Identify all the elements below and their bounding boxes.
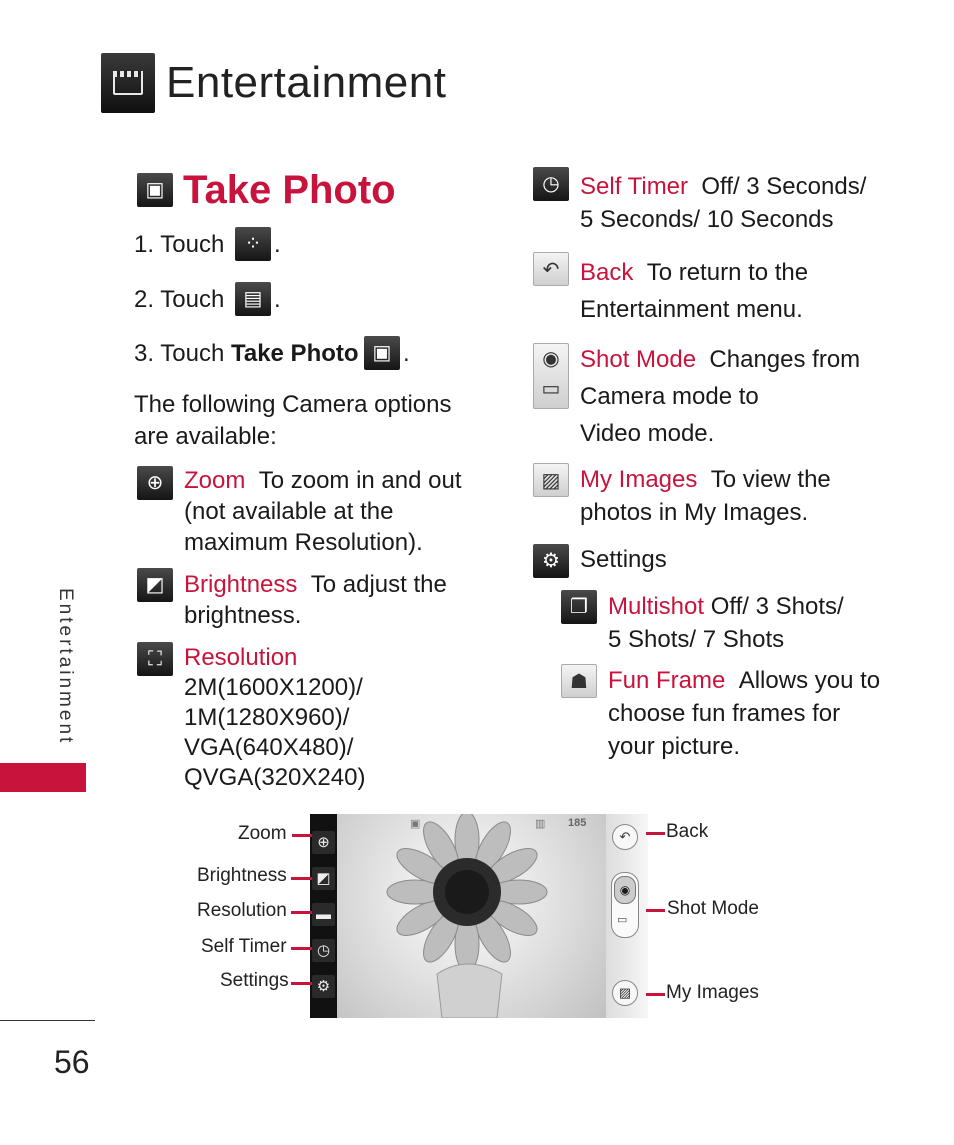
zoom-icon: ⊕ [137, 466, 173, 500]
option-self-timer: Self Timer Off/ 3 Seconds/ 5 Seconds/ 10 Seconds [580, 173, 867, 233]
status-frame-icon: ▣ [410, 818, 421, 830]
callout-shot-mode-leader [646, 909, 665, 912]
settings-icon: ⚙ [533, 544, 569, 578]
panel-my-images-icon[interactable]: ▨ [612, 980, 638, 1006]
callout-resolution: Resolution [197, 900, 287, 921]
option-resolution: Resolution 2M(1600X1200)/ 1M(1280X960)/ VGA(640X480)/ QVGA(320X240) [184, 644, 366, 791]
back-icon: ↶ [533, 252, 569, 286]
status-battery-icon: ▥ [535, 818, 546, 830]
toolbar-brightness-icon[interactable]: ◩ [312, 867, 335, 890]
resolution-icon: ⛶ [137, 642, 173, 676]
step-3: 3. Touch Take Photo [134, 340, 359, 367]
option-shot-mode: Shot Mode Changes from Camera mode to Video mode. [580, 346, 861, 447]
page-title: Entertainment [166, 58, 447, 107]
callout-back-leader [646, 832, 665, 835]
callout-zoom-leader [292, 834, 312, 837]
side-tab-marker [0, 763, 86, 792]
camera-mode-icon: ◉ [614, 876, 636, 904]
toolbar-self-timer-icon[interactable]: ◷ [312, 939, 335, 962]
callout-settings: Settings [220, 970, 289, 991]
grid-icon: ⁘ [235, 227, 271, 261]
toolbar-zoom-icon[interactable]: ⊕ [312, 831, 335, 854]
toolbar-resolution-icon[interactable]: ▬ [312, 903, 335, 926]
fun-frame-icon: ☗ [561, 664, 597, 698]
callout-zoom: Zoom [238, 823, 287, 844]
toolbar-settings-icon[interactable]: ⚙ [312, 975, 335, 998]
camera-toolbar [310, 814, 337, 1018]
photo-icon: ▣ [364, 336, 400, 370]
option-my-images: My Images To view the photos in My Images. [580, 466, 831, 526]
callout-self-timer-leader [291, 947, 312, 950]
intro-text: The following Camera options are available: [134, 391, 452, 450]
callout-brightness-leader [291, 877, 312, 880]
option-multishot: Multishot Off/ 3 Shots/ 5 Shots/ 7 Shots [608, 593, 844, 653]
panel-back-icon[interactable]: ↶ [612, 824, 638, 850]
step-1: 1. Touch [134, 231, 225, 258]
callout-settings-leader [291, 982, 312, 985]
option-fun-frame: Fun Frame Allows you to choose fun frames for your picture. [608, 667, 881, 760]
step-1-period: . [274, 231, 281, 258]
page-number: 56 [54, 1044, 90, 1080]
multishot-icon: ❐ [561, 590, 597, 624]
option-back: Back To return to the Entertainment menu. [580, 259, 809, 323]
callout-brightness: Brightness [197, 865, 287, 886]
callout-my-images: My Images [666, 982, 759, 1003]
callout-self-timer: Self Timer [201, 936, 287, 957]
sunflower-illustration [337, 814, 620, 1018]
timer-icon: ◷ [533, 167, 569, 201]
callout-shot-mode: Shot Mode [667, 898, 759, 919]
option-zoom: Zoom To zoom in and out (not available at the maximum Resolution). [184, 467, 462, 556]
step-2-period: . [274, 286, 281, 313]
sunflower-photo [337, 814, 620, 1018]
callout-my-images-leader [646, 993, 665, 996]
entertainment-header-icon [101, 53, 155, 113]
panel-shot-mode-switch[interactable] [611, 872, 639, 938]
step-2: 2. Touch [134, 286, 225, 313]
take-photo-icon: ▣ [137, 173, 173, 207]
status-count: 185 [568, 817, 587, 829]
step-3-period: . [403, 340, 410, 367]
video-mode-icon: ▭ [617, 914, 628, 926]
callout-resolution-leader [291, 911, 312, 914]
section-title: Take Photo [183, 168, 396, 212]
clapper-icon: ▤ [235, 282, 271, 316]
callout-back: Back [666, 821, 709, 842]
option-brightness: Brightness To adjust the brightness. [184, 571, 447, 629]
side-tab-label: Entertainment [55, 588, 76, 746]
footer-divider [0, 1020, 95, 1021]
camera-right-panel [606, 814, 648, 1018]
option-settings: Settings [580, 546, 667, 573]
shot-mode-icon: ◉ ▭ [533, 343, 569, 409]
my-images-icon: ▨ [533, 463, 569, 497]
camera-screen-diagram [310, 814, 648, 1018]
brightness-icon: ◩ [137, 568, 173, 602]
